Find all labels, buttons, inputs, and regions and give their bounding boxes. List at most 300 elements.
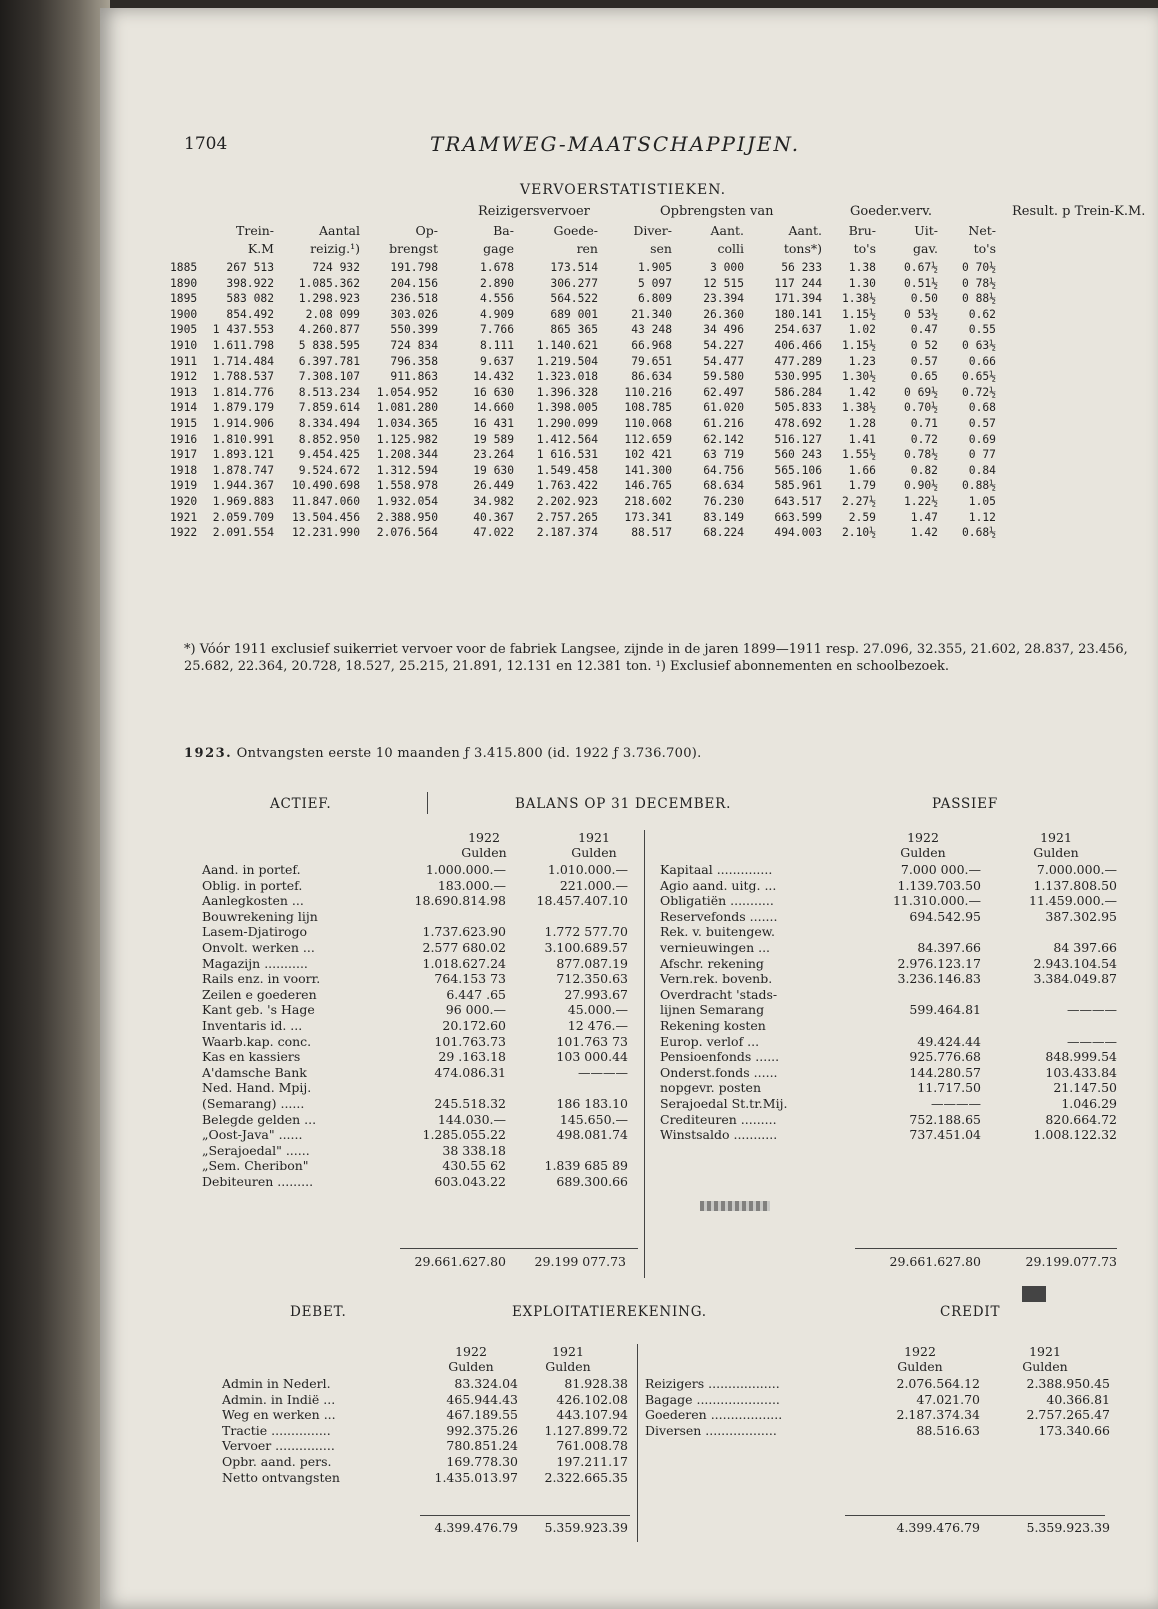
table-cell: 146.765 — [624, 479, 672, 493]
credit-unit: Gulden — [897, 1359, 943, 1374]
table-cell: 0.65½ — [961, 370, 996, 384]
table-cell: 2.187.374 — [536, 526, 598, 540]
passief-row — [660, 1096, 1140, 1111]
actief-unit: Gulden — [461, 845, 507, 860]
passief-label: nopgevr. posten — [660, 1080, 762, 1096]
passief-row — [660, 862, 1140, 877]
table-cell: 26.449 — [473, 479, 514, 493]
table-cell: 583 082 — [226, 292, 274, 306]
actief-1921-value: 18.457.407.10 — [536, 893, 628, 909]
table-cell: 724 932 — [312, 261, 360, 274]
column-header-10 — [878, 222, 938, 258]
debet-row — [222, 1470, 632, 1485]
table-cell: 0.57 — [968, 417, 996, 430]
passief-1921-value: 1.046.29 — [1061, 1096, 1117, 1111]
passief-label: Obligatiën ........... — [660, 893, 774, 909]
table-cell: 1.55½ — [841, 448, 876, 462]
debet-label: Netto ontvangsten — [222, 1469, 340, 1485]
table-cell: 68.634 — [703, 479, 744, 493]
table-cell: 1.944.367 — [212, 479, 274, 493]
table-cell: 303.026 — [390, 307, 438, 321]
passief-row — [660, 1002, 1140, 1017]
actief-label: (Semarang) ...... — [202, 1096, 305, 1111]
column-header-line2: reizig.¹) — [310, 241, 360, 256]
actief-label: Rails enz. in voorr. — [202, 971, 321, 987]
actief-row — [202, 1143, 642, 1158]
table-cell: 0 63½ — [961, 339, 996, 352]
table-cell: 4.909 — [479, 307, 514, 321]
exploitatie-center-rule — [637, 1344, 638, 1542]
actief-1922-value: 603.043.22 — [434, 1174, 506, 1189]
table-row — [170, 291, 1150, 306]
credit-year: 1922 — [904, 1344, 936, 1359]
passief-row — [660, 1080, 1140, 1095]
table-cell: 14.432 — [473, 370, 514, 384]
row-year: 1910 — [170, 339, 198, 352]
table-cell: 1.054.952 — [376, 385, 438, 399]
debet-total-1921: 5.359.923.39 — [544, 1520, 628, 1535]
credit-1922-value: 2.187.374.34 — [896, 1407, 980, 1423]
debet-label: Tractie ............... — [222, 1422, 331, 1438]
table-cell: 110.216 — [624, 385, 672, 399]
column-header-line2: tons*) — [783, 241, 822, 256]
table-cell: 34 496 — [703, 323, 744, 337]
credit-colhead-1921 — [980, 1344, 1110, 1374]
row-year: 1916 — [170, 432, 198, 446]
table-cell: 54.477 — [703, 354, 744, 368]
table-cell: 8.334.494 — [298, 417, 360, 430]
debet-label: Admin. in Indië ... — [222, 1391, 336, 1407]
actief-1922-value: 430.55 62 — [442, 1158, 506, 1174]
table-cell: 173.341 — [624, 510, 672, 524]
actief-1921-value: 1.839 685 89 — [544, 1158, 628, 1174]
actief-1921-value: 186 183.10 — [556, 1096, 628, 1111]
actief-label: Inventaris id. ... — [202, 1018, 303, 1033]
passief-label: Agio aand. uitg. ... — [660, 877, 777, 893]
debet-1921-value: 81.928.38 — [564, 1376, 628, 1391]
table-cell: 171.394 — [774, 292, 822, 306]
actief-label: Magazijn ........... — [202, 955, 308, 971]
table-cell: 1.219.504 — [536, 354, 598, 368]
actief-label: Waarb.kap. conc. — [202, 1033, 312, 1049]
debet-1922-value: 1.435.013.97 — [434, 1469, 518, 1485]
table-cell: 1.932.054 — [376, 495, 438, 508]
row-year: 1920 — [170, 495, 198, 508]
table-cell: 8.111 — [479, 339, 514, 352]
table-cell: 21.340 — [631, 307, 672, 321]
passief-row — [660, 956, 1140, 971]
credit-row — [645, 1392, 1125, 1407]
passief-row — [660, 987, 1140, 1002]
credit-total-rule — [845, 1515, 1105, 1516]
actief-row — [202, 1049, 642, 1064]
table-cell: 1.208.344 — [376, 448, 438, 462]
debet-1922-value: 467.189.55 — [446, 1407, 518, 1423]
table-row — [170, 338, 1150, 353]
column-header-3 — [358, 222, 438, 258]
table-cell: 9.524.672 — [298, 463, 360, 477]
table-cell: 1.879.179 — [212, 401, 274, 415]
actief-year: 1921 — [578, 830, 610, 845]
table-cell: 0.78½ — [903, 448, 938, 462]
table-cell: 254.637 — [774, 323, 822, 337]
table-cell: 1.12 — [968, 510, 996, 524]
passief-label: Serajoedal St.tr.Mij. — [660, 1096, 788, 1111]
table-cell: 1.38½ — [841, 401, 876, 415]
actief-1922-value: 20.172.60 — [442, 1018, 506, 1033]
table-cell: 1.66 — [848, 463, 876, 477]
passief-row — [660, 878, 1140, 893]
row-year: 1913 — [170, 385, 198, 399]
actief-colhead-1922 — [432, 830, 536, 860]
passief-1922-value: 11.310.000.— — [892, 893, 981, 909]
credit-1922-value: 88.516.63 — [916, 1422, 980, 1438]
table-cell: 1.081.280 — [376, 401, 438, 415]
passief-1921-value: 21.147.50 — [1053, 1080, 1117, 1096]
actief-label: Debiteuren ......... — [202, 1174, 314, 1189]
table-row — [170, 385, 1150, 400]
table-cell: 0 52 — [910, 339, 938, 352]
exploitatie-title: EXPLOITATIEREKENING. — [512, 1304, 707, 1320]
table-cell: 516.127 — [774, 432, 822, 446]
actief-row — [202, 1112, 642, 1127]
actief-1921-value: 27.993.67 — [564, 986, 628, 1002]
passief-unit: Gulden — [1033, 845, 1079, 860]
debet-row — [222, 1454, 632, 1469]
passief-label: Crediteuren ......... — [660, 1111, 777, 1127]
debet-label: Weg en werken ... — [222, 1407, 336, 1423]
table-cell: 3 000 — [709, 261, 744, 274]
debet-1922-value: 169.778.30 — [446, 1454, 518, 1469]
statistics-footnote: *) Vóór 1911 exclusief suikerriet vervoer voor de fabriek Langsee, zijnde in de jaren 1899—1911 resp. 27.096, 32.355, 21.602, 28.837, 23.456, 25.682, 22.364, 20.728, 18.527, 25.215, 21.891, 12.131 en 12.381 ton. ¹) Exclusief abonnementen en schoolbezoek. — [184, 642, 1128, 674]
table-cell: 0 70½ — [961, 261, 996, 274]
column-header-line1: Bru- — [848, 223, 876, 238]
table-cell: 0.88½ — [961, 479, 996, 493]
passief-1921-value: 820.664.72 — [1045, 1111, 1117, 1127]
table-cell: 4.260.877 — [298, 323, 360, 337]
row-year: 1921 — [170, 510, 198, 524]
table-cell: 34.982 — [473, 495, 514, 508]
actief-1921-value: 689.300.66 — [556, 1174, 628, 1189]
column-header-7 — [674, 222, 744, 258]
table-cell: 83.149 — [703, 510, 744, 524]
passief-label: lijnen Semarang — [660, 1002, 765, 1018]
column-header-9 — [826, 222, 876, 258]
table-cell: 5 838.595 — [298, 339, 360, 352]
passief-1922-value: 925.776.68 — [909, 1049, 981, 1065]
table-cell: 564.522 — [550, 292, 598, 306]
table-cell: 9.454.425 — [298, 448, 360, 462]
passief-row — [660, 893, 1140, 908]
table-cell: 1.396.328 — [536, 385, 598, 399]
table-cell: 1.79 — [848, 479, 876, 493]
actief-1921-value: 221.000.— — [559, 877, 628, 893]
debet-year: 1922 — [455, 1344, 487, 1359]
table-cell: 108.785 — [624, 401, 672, 415]
column-header-2 — [270, 222, 360, 258]
passief-1921-value: ———— — [1067, 1002, 1117, 1018]
table-cell: 1.23 — [848, 354, 876, 368]
table-cell: 643.517 — [774, 495, 822, 508]
table-cell: 1.611.798 — [212, 339, 274, 352]
table-cell: 236.518 — [390, 292, 438, 306]
table-cell: 1 437.553 — [212, 323, 274, 337]
column-header-line1: Op- — [415, 223, 438, 238]
actief-row — [202, 1080, 642, 1095]
table-cell: 0.70½ — [903, 401, 938, 415]
actief-1922-value: 6.447 .65 — [446, 986, 506, 1002]
passief-unit: Gulden — [900, 845, 946, 860]
actief-row — [202, 862, 642, 877]
table-cell: 112.659 — [624, 432, 672, 446]
actief-label: Oblig. in portef. — [202, 877, 303, 893]
table-cell: 505.833 — [774, 401, 822, 415]
debet-total-1922: 4.399.476.79 — [434, 1520, 518, 1535]
actief-row — [202, 1034, 642, 1049]
table-cell: 5 097 — [637, 276, 672, 290]
table-cell: 102 421 — [624, 448, 672, 462]
table-cell: 0 69½ — [903, 385, 938, 399]
table-row — [170, 510, 1150, 525]
table-cell: 2.059.709 — [212, 510, 274, 524]
actief-row — [202, 940, 642, 955]
column-header-5 — [518, 222, 598, 258]
column-header-line1: Trein- — [236, 223, 274, 238]
actief-1921-value: 1.772 577.70 — [544, 924, 628, 940]
column-header-line2: to's — [853, 241, 876, 256]
table-cell: 2.202.923 — [536, 495, 598, 508]
table-cell: 0 77 — [968, 448, 996, 462]
passief-colhead-1921 — [990, 830, 1122, 860]
column-header-line1: Aant. — [788, 223, 822, 238]
actief-1921-value: 145.650.— — [559, 1111, 628, 1127]
table-cell: 64.756 — [703, 463, 744, 477]
passief-row — [660, 971, 1140, 986]
actief-1922-value: 101.763.73 — [434, 1033, 506, 1049]
column-group-0: Reizigersvervoer — [478, 204, 590, 219]
actief-label: Aanlegkosten ... — [202, 893, 304, 909]
debet-label: Admin in Nederl. — [222, 1376, 331, 1391]
table-cell: 1.323.018 — [536, 370, 598, 384]
actief-1922-value: 18.690.814.98 — [414, 893, 506, 909]
table-cell: 1.905 — [637, 261, 672, 274]
ontvangsten-text: Ontvangsten eerste 10 maanden ƒ 3.415.800 (id. 1922 ƒ 3.736.700). — [236, 746, 702, 761]
table-cell: 8.513.234 — [298, 385, 360, 399]
table-cell: 1.914.906 — [212, 417, 274, 430]
passief-1922-value: 49.424.44 — [917, 1033, 981, 1049]
table-cell: 854.492 — [226, 307, 274, 321]
table-cell: 54.227 — [703, 339, 744, 352]
table-cell: 1.763.422 — [536, 479, 598, 493]
passief-1922-value: 3.236.146.83 — [897, 971, 981, 987]
table-row — [170, 416, 1150, 431]
debet-row — [222, 1407, 632, 1422]
passief-label: Onderst.fonds ...... — [660, 1064, 778, 1080]
actief-1922-value: 1.285.055.22 — [422, 1127, 506, 1143]
passief-1922-value: 7.000 000.— — [900, 862, 981, 877]
statistics-title: VERVOERSTATISTIEKEN. — [520, 182, 727, 198]
column-header-1 — [184, 222, 274, 258]
table-row — [170, 400, 1150, 415]
passief-total-1921: 29.199.077.73 — [1025, 1254, 1117, 1269]
table-row — [170, 432, 1150, 447]
actief-1922-value: 474.086.31 — [434, 1064, 506, 1080]
actief-label: Aand. in portef. — [202, 862, 301, 877]
debet-label: Opbr. aand. pers. — [222, 1454, 332, 1469]
actief-row — [202, 1158, 642, 1173]
credit-1922-value: 2.076.564.12 — [896, 1376, 980, 1391]
table-cell: 0.90½ — [903, 479, 938, 493]
passief-1921-value: 2.943.104.54 — [1033, 955, 1117, 971]
passief-1922-value: 11.717.50 — [917, 1080, 981, 1096]
actief-row — [202, 1127, 642, 1142]
actief-row — [202, 878, 642, 893]
table-cell: 43 248 — [631, 323, 672, 337]
actief-row — [202, 1065, 642, 1080]
debet-row — [222, 1376, 632, 1391]
table-cell: 2.08 099 — [305, 307, 360, 321]
debet-unit: Gulden — [448, 1359, 494, 1374]
table-cell: 68.224 — [703, 526, 744, 540]
table-cell: 7.859.614 — [298, 401, 360, 415]
actief-row — [202, 987, 642, 1002]
passief-label: Rekening kosten — [660, 1018, 766, 1033]
table-cell: 1.42 — [910, 526, 938, 540]
table-cell: 1.398.005 — [536, 401, 598, 415]
table-cell: 2.10½ — [841, 526, 876, 540]
table-row — [170, 494, 1150, 509]
actief-1922-value: 1.737.623.90 — [422, 924, 506, 940]
passief-label: Overdracht 'stads- — [660, 986, 778, 1002]
debet-1922-value: 992.375.26 — [446, 1422, 518, 1438]
table-cell: 141.300 — [624, 463, 672, 477]
row-year: 1914 — [170, 401, 198, 415]
table-row — [170, 354, 1150, 369]
column-header-line2: colli — [717, 241, 744, 256]
table-cell: 1.312.594 — [376, 463, 438, 477]
table-row — [170, 478, 1150, 493]
table-cell: 1.878.747 — [212, 463, 274, 477]
table-cell: 1.28 — [848, 417, 876, 430]
column-header-4 — [444, 222, 514, 258]
table-cell: 23.264 — [473, 448, 514, 462]
credit-year: 1921 — [1029, 1344, 1061, 1359]
table-cell: 6.397.781 — [298, 354, 360, 368]
actief-1921-value: 712.350.63 — [556, 971, 628, 987]
table-cell: 0.67½ — [903, 261, 938, 274]
passief-1921-value: 11.459.000.— — [1028, 893, 1117, 909]
table-cell: 398.922 — [226, 276, 274, 290]
table-cell: 1.810.991 — [212, 432, 274, 446]
table-cell: 560 243 — [774, 448, 822, 462]
table-cell: 1.549.458 — [536, 463, 598, 477]
table-cell: 117 244 — [774, 276, 822, 290]
actief-colhead-1921 — [542, 830, 646, 860]
table-cell: 0.57 — [910, 354, 938, 368]
debet-1921-value: 426.102.08 — [556, 1391, 628, 1407]
table-cell: 689 001 — [550, 307, 598, 321]
passief-year: 1922 — [907, 830, 939, 845]
book-binding — [0, 0, 110, 1609]
actief-1922-value: 96 000.— — [445, 1002, 506, 1018]
table-cell: 565.106 — [774, 463, 822, 477]
table-cell: 306.277 — [550, 276, 598, 290]
table-cell: 1.22½ — [903, 495, 938, 508]
balans-actief-title: ACTIEF. — [270, 796, 332, 812]
table-cell: 23.394 — [703, 292, 744, 306]
debet-1922-value: 465.944.43 — [446, 1391, 518, 1407]
table-cell: 478.692 — [774, 417, 822, 430]
table-cell: 7.766 — [479, 323, 514, 337]
column-header-line2: gage — [483, 241, 514, 256]
passief-1921-value: 1.008.122.32 — [1033, 1127, 1117, 1143]
passief-1922-value: 694.542.95 — [909, 908, 981, 924]
credit-row — [645, 1423, 1125, 1438]
column-header-11 — [936, 222, 996, 258]
actief-label: Belegde gelden ... — [202, 1111, 317, 1127]
actief-row — [202, 956, 642, 971]
passief-total-1922: 29.661.627.80 — [889, 1254, 981, 1269]
credit-1922-value: 47.021.70 — [916, 1391, 980, 1407]
table-cell: 1.30½ — [841, 370, 876, 384]
debet-unit: Gulden — [545, 1359, 591, 1374]
passief-1922-value: 737.451.04 — [909, 1127, 981, 1143]
actief-label: Kas en kassiers — [202, 1049, 301, 1065]
row-year: 1900 — [170, 307, 198, 321]
credit-row — [645, 1407, 1125, 1422]
table-cell: 88.517 — [631, 526, 672, 540]
table-cell: 76.230 — [703, 495, 744, 508]
balans-passief-title: PASSIEF — [932, 796, 999, 812]
actief-label: Bouwrekening lijn — [202, 908, 318, 924]
table-cell: 0.71 — [910, 417, 938, 430]
table-cell: 218.602 — [624, 495, 672, 508]
table-cell: 2.890 — [479, 276, 514, 290]
passief-row — [660, 1127, 1140, 1142]
column-header-line1: Ba- — [493, 223, 514, 238]
column-group-1: Opbrengsten van — [660, 204, 774, 219]
book-page — [100, 8, 1158, 1609]
table-cell: 4.556 — [479, 292, 514, 306]
table-cell: 1.298.923 — [298, 292, 360, 306]
table-cell: 0.51½ — [903, 276, 938, 290]
actief-label: Lasem-Djatirogo — [202, 924, 308, 940]
table-cell: 1.41 — [848, 432, 876, 446]
table-cell: 0.55 — [968, 323, 996, 337]
ink-stamp — [1022, 1286, 1046, 1302]
table-cell: 8.852.950 — [298, 432, 360, 446]
column-group-3: Result. p Trein-K.M. — [1012, 204, 1146, 219]
passief-label: Kapitaal .............. — [660, 862, 773, 877]
table-cell: 204.156 — [390, 276, 438, 290]
column-header-line1: Diver- — [633, 223, 672, 238]
balans-actief-total-rule — [400, 1248, 638, 1249]
actief-label: „Oost-Java" ...... — [202, 1127, 303, 1143]
table-cell: 1.034.365 — [376, 417, 438, 430]
actief-row — [202, 893, 642, 908]
page-number: 1704 — [184, 134, 228, 154]
table-cell: 191.798 — [390, 261, 438, 274]
row-year: 1918 — [170, 463, 198, 477]
debet-1921-value: 1.127.899.72 — [544, 1422, 628, 1438]
table-row — [170, 322, 1150, 337]
debet-colhead-1922 — [412, 1344, 530, 1374]
table-cell: 9.637 — [479, 354, 514, 368]
debet-1921-value: 2.322.665.35 — [544, 1469, 628, 1485]
passief-label: Rek. v. buitengew. — [660, 924, 775, 940]
actief-1921-value: ———— — [578, 1064, 628, 1080]
column-header-line2: K.M — [247, 241, 274, 256]
